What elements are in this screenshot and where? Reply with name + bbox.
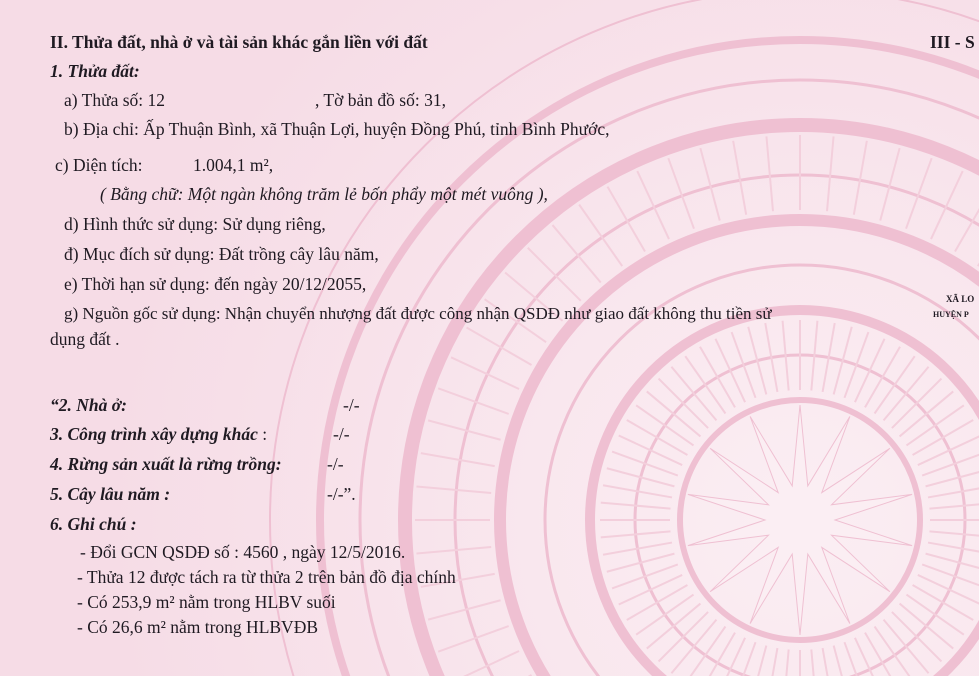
section-title: II. Thửa đất, nhà ở và tài sản khác gắn liền với đất	[50, 32, 428, 52]
area-label: c) Diện tích:	[55, 155, 143, 175]
usage-origin-line1: g) Nguồn gốc sử dụng: Nhận chuyển nhượng đất được công nhận QSDĐ như giao đất không thu tiền sử	[64, 304, 772, 323]
house-value: -/-	[343, 395, 360, 415]
construction-value: -/-	[333, 424, 350, 444]
forest-label: 4. Rừng sản xuất là rừng trồng:	[50, 454, 282, 474]
construction-colon: :	[257, 424, 268, 444]
area-value: 1.004,1 m²,	[193, 155, 274, 175]
usage-term: e) Thời hạn sử dụng: đến ngày 20/12/2055,	[64, 274, 367, 294]
land-heading: 1. Thửa đất:	[50, 61, 140, 81]
right-header-fragment: III - S	[930, 32, 975, 52]
note-item: - Có 253,9 m² nằm trong HLBV suối	[77, 592, 336, 612]
house-label: “2. Nhà ở:	[50, 395, 127, 415]
stamp-fragment-line2: HUYỆN P	[933, 310, 969, 319]
map-sheet-number: , Tờ bản đồ số: 31,	[315, 90, 446, 110]
note-item: - Đổi GCN QSDĐ số : 4560 , ngày 12/5/2016.	[80, 542, 406, 562]
perennial-value: -/-”.	[327, 484, 356, 504]
usage-purpose: đ) Mục đích sử dụng: Đất trồng cây lâu năm,	[64, 244, 379, 264]
notes-heading: 6. Ghi chú :	[50, 514, 137, 534]
parcel-number: a) Thửa số: 12	[64, 90, 166, 110]
construction-row	[50, 424, 267, 444]
note-item: - Thửa 12 được tách ra từ thửa 2 trên bản đồ địa chính	[77, 567, 456, 587]
usage-origin-line2: dụng đất .	[50, 329, 120, 349]
area-in-words: ( Bằng chữ: Một ngàn không trăm lẻ bốn phẩy một mét vuông ),	[100, 184, 548, 204]
stamp-fragment-line1: XÃ LO	[946, 294, 975, 304]
forest-value: -/-	[327, 454, 344, 474]
perennial-label: 5. Cây lâu năm :	[50, 484, 171, 504]
construction-label: 3. Công trình xây dựng khác	[50, 424, 258, 444]
land-address: b) Địa chỉ: Ấp Thuận Bình, xã Thuận Lợi, huyện Đồng Phú, tỉnh Bình Phước,	[64, 119, 610, 139]
usage-form: d) Hình thức sử dụng: Sử dụng riêng,	[64, 214, 326, 234]
note-item: - Có 26,6 m² nằm trong HLBVĐB	[77, 617, 319, 637]
